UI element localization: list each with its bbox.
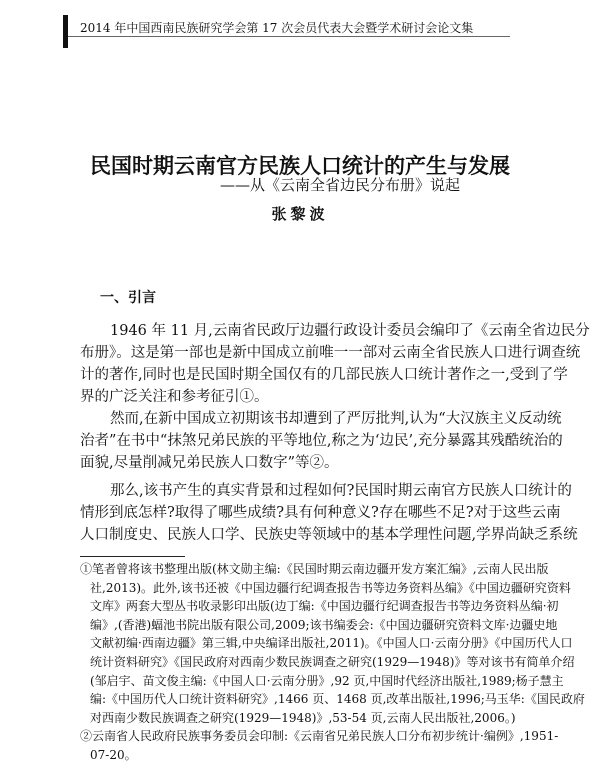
paragraph-line: 计的著作,同时也是民国时期全国仅有的几部民族人口统计著作之一,受到了学 xyxy=(80,367,568,383)
footnote-line: 编:《中国历代人口统计资料研究》,1466 页、1468 页,改革出版社,1996;马玉华:《国民政府 xyxy=(90,692,585,707)
paragraph-line: 界的广泛关注和参考征引①。 xyxy=(80,389,269,405)
footnote-line: 社,2013)。此外,该书还被《中国边疆行纪调查报告书等边务资料丛编》《中国边疆研究资料 xyxy=(90,580,571,595)
paragraph-line: 布册》。这是第一部也是新中国成立前唯一一部对云南全省民族人口进行调查统 xyxy=(80,345,581,361)
footnote-line: ②云南省人民政府民族事务委员会印制:《云南省兄弟民族人口分布初步统计·编例》,1951- xyxy=(80,729,559,744)
footnotes xyxy=(80,560,585,765)
paragraph-line: 治者”在书中“抹煞兄弟民族的平等地位,称之为‘边民’,充分暴露其残酷统治的 xyxy=(80,433,563,449)
section-heading: 一、引言 xyxy=(100,290,156,306)
footnote-line: ①笔者曾将该书整理出版(林文勋主编:《民国时期云南边疆开发方案汇编》,云南人民出版 xyxy=(80,562,549,576)
footnote-line: 文库》两套大型丛书收录影印出版(边丁编:《中国边疆行纪调查报告书等边务资料丛编·初 xyxy=(90,599,559,614)
body-text xyxy=(80,320,590,546)
paragraph-line: 情形到底怎样?取得了哪些成绩?具有何种意义?存在哪些不足?对于这些云南 xyxy=(80,505,561,521)
header-bar-mark xyxy=(63,15,68,48)
paragraph-line: 那么,该书产生的真实背景和过程如何?民国时期云南官方民族人口统计的 xyxy=(110,483,572,499)
running-header: 2014 年中国西南民族研究学会第 17 次会员代表大会暨学术研讨会论文集 xyxy=(80,21,474,35)
footnote-line: 文献初编·西南边疆》第三辑,中央编译出版社,2011)。《中国人口·云南分册》《中国历代人口 xyxy=(90,636,573,651)
article-author: 张黎波 xyxy=(271,205,329,223)
footnote-line: 07-20。 xyxy=(90,747,137,762)
article-title: 民国时期云南官方民族人口统计的产生与发展 xyxy=(90,153,510,178)
article-subtitle: ——从《云南全省边民分布册》说起 xyxy=(219,176,460,194)
paragraph-line: 人口制度史、民族人口学、民族史等领域中的基本学理性问题,学界尚缺乏系统 xyxy=(80,527,578,543)
paragraph-line: 面貌,尽量削减兄弟民族人口数字”等②。 xyxy=(80,455,339,471)
paragraph-line: 1946 年 11 月,云南省民政厅边疆行政设计委员会编印了《云南全省边民分 xyxy=(110,323,590,339)
paragraph-line: 然而,在新中国成立初期该书却遭到了严厉批判,认为“大汉族主义反动统 xyxy=(110,411,562,427)
footnote-line: 统计资料研究》《国民政府对西南少数民族调查之研究(1929—1948)》等对该书有简单介绍 xyxy=(90,654,575,669)
footnote-line: 编》,(香港)蝠池书院出版有限公司,2009;该书编委会:《中国边疆研究资料文库·边疆史地 xyxy=(90,617,558,632)
header-rule xyxy=(68,36,510,37)
footnote-line: 对西南少数民族调查之研究(1929—1948)》,53-54 页,云南人民出版社,2006。) xyxy=(90,710,516,725)
footnote-line: (邹启宇、苗文俊主编:《中国人口·云南分册》,92 页,中国时代经济出版社,1989;杨子慧主 xyxy=(90,673,564,688)
footnote-rule xyxy=(80,556,185,557)
